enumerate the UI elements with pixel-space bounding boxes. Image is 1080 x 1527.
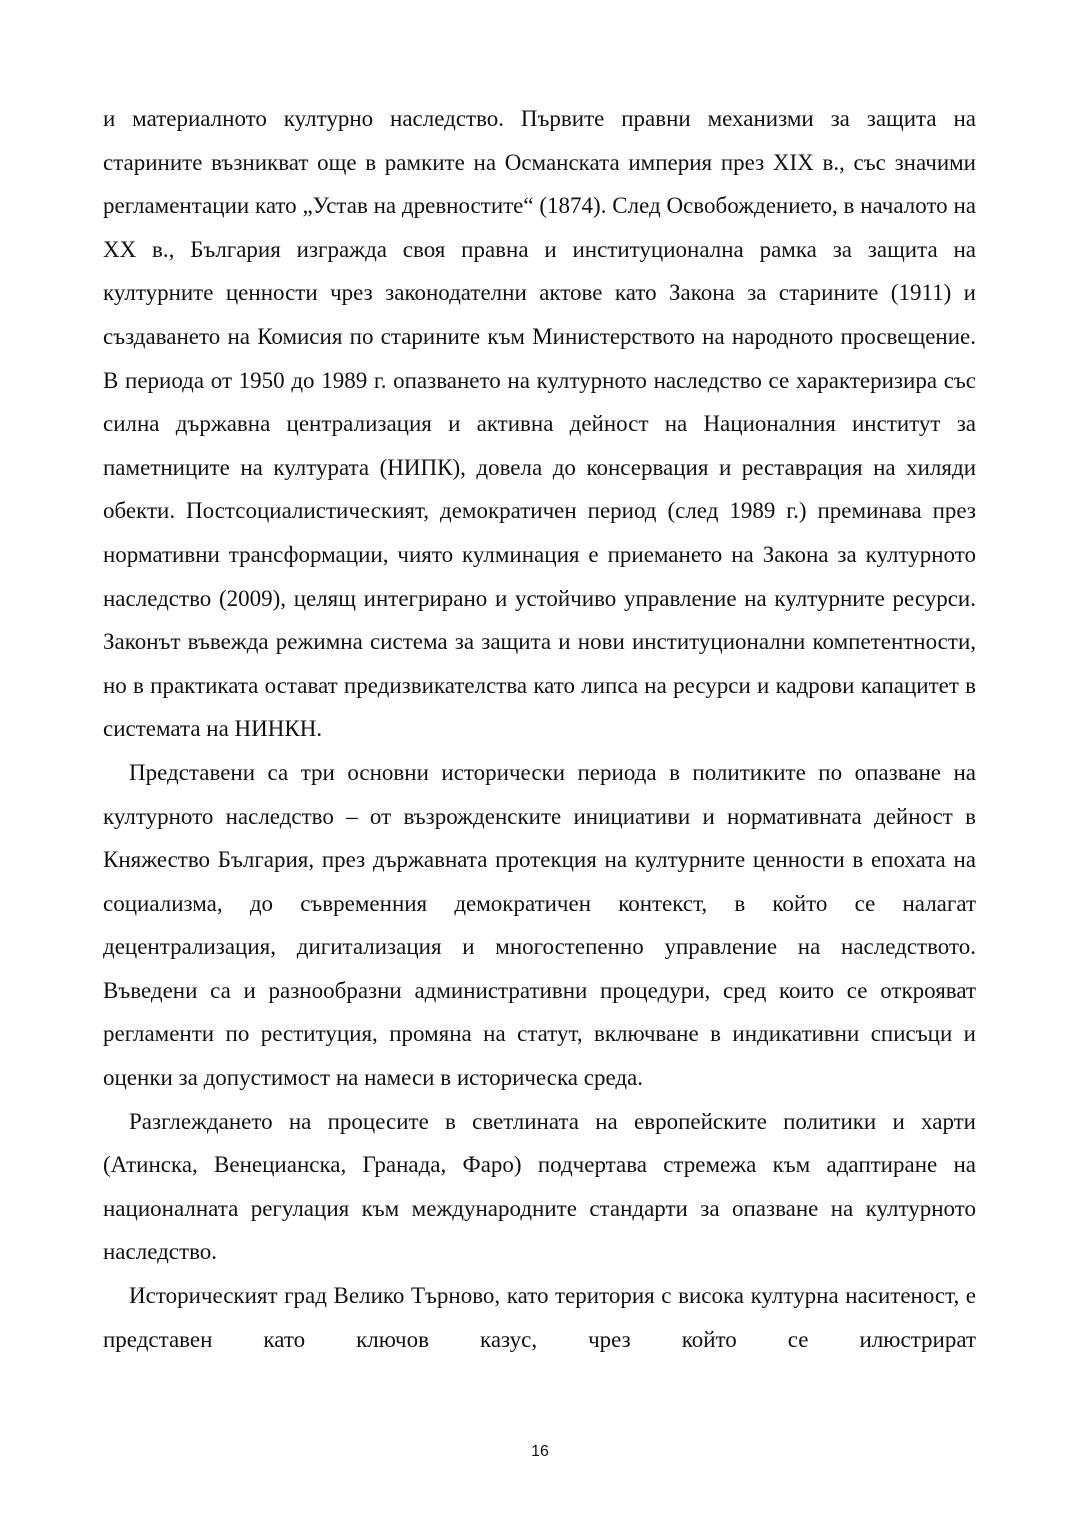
paragraph-2: Представени са три основни исторически периода в политиките по опазване на културното наследство – от възрожденските инициативи и нормативната дейност в Княжество България, през държавната протекция на културните ценности в епохата на социализма, до съвременния демократичен контекст, в който се налагат децентрализация, дигитализация и многостепенно управление на наследството. Въведени са и разнообразни административни процедури, сред които се открояват регламенти по реституция, промяна на статут, включване в индикативни списъци и оценки за допустимост на намеси в историческа среда. <box>103 759 976 1091</box>
paragraph-4: Историческият град Велико Търново, като територия с висока културна наситеност, е представен като ключов казус, чрез който се илюстрират <box>103 1283 976 1352</box>
document-body <box>103 97 976 1361</box>
paragraph-1: и материалното културно наследство. Първите правни механизми за защита на старините възникват още в рамките на Османската империя през XIX в., със значими регламентации като „Устав на древностите“ (1874). След Освобождението, в началото на XX в., България изгражда своя правна и институционална рамка за защита на културните ценности чрез законодателни актове като Закона за старините (1911) и създаването на Комисия по старините към Министерството на народното просвещение. В периода от 1950 до 1989 г. опазването на културното наследство се характеризира със силна държавна централизация и активна дейност на Националния институт за паметниците на културата (НИПК), довела до консервация и реставрация на хиляди обекти. Постсоциалистическият, демократичен период (след 1989 г.) преминава през нормативни трансформации, чиято кулминация е приемането на Закона за културното наследство (2009), целящ интегрирано и устойчиво управление на културните ресурси. Законът въвежда режимна система за защита и нови институционални компетентности, но в практиката остават предизвикателства като липса на ресурси и кадрови капацитет в системата на НИНКН. <box>103 106 976 742</box>
page-number: 16 <box>531 1443 549 1460</box>
paragraph-3: Разглеждането на процесите в светлината на европейските политики и харти (Атинска, Венецианска, Гранада, Фаро) подчертава стремежа към адаптиране на националната регулация към международните стандарти за опазване на културното наследство. <box>103 1108 976 1265</box>
